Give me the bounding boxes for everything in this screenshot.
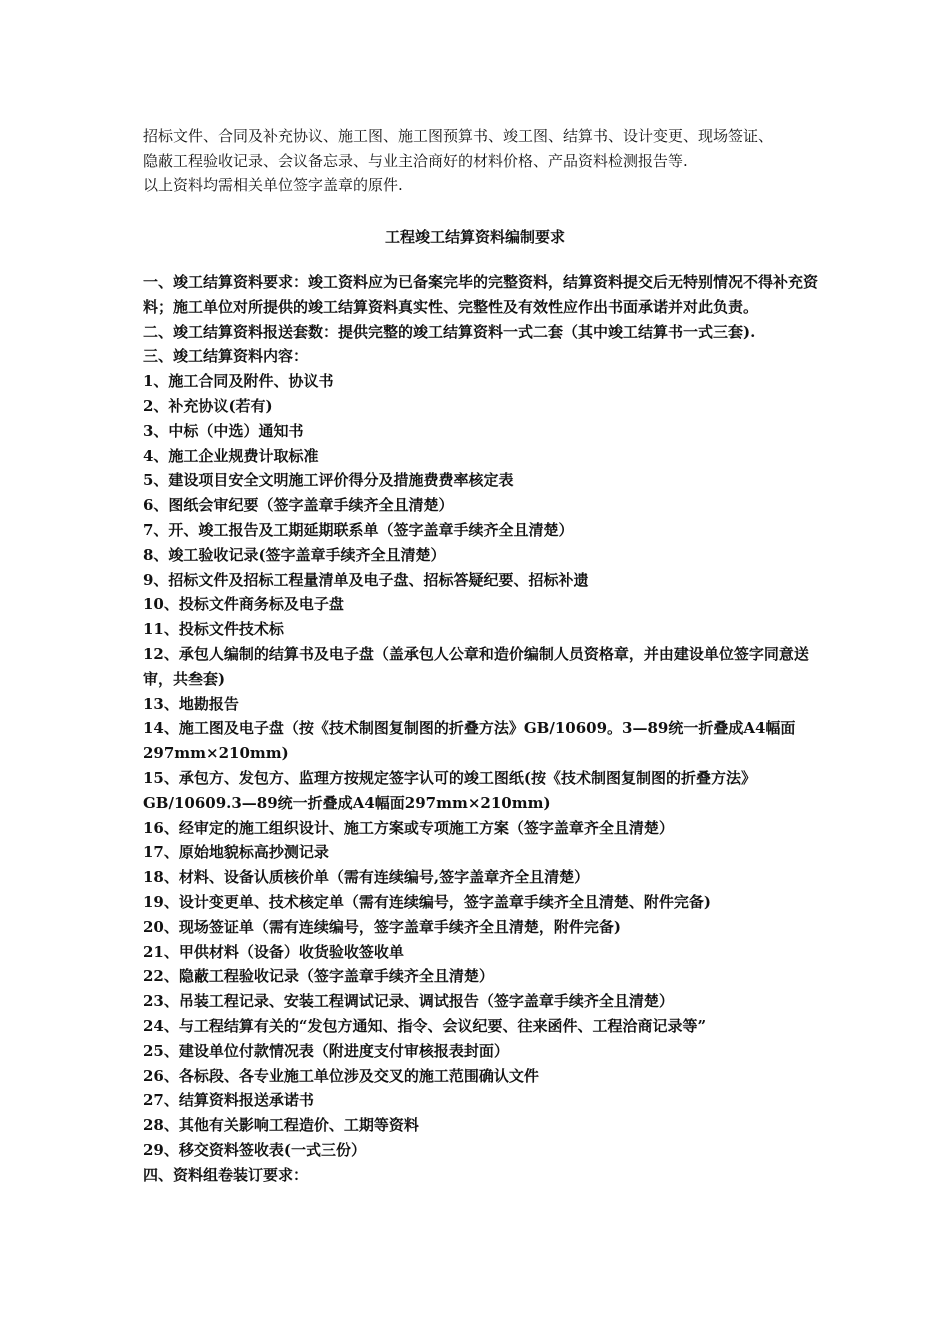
section-1: 一、竣工结算资料要求：竣工资料应为已备案完毕的完整资料，结算资料提交后无特别情况不得补充资料；施工单位对所提供的竣工结算资料真实性、完整性及有效性应作出书面承诺并对此负责。 (143, 273, 819, 316)
intro-line-1: 招标文件、合同及补充协议、施工图、施工图预算书、竣工图、结算书、设计变更、现场签证、 (143, 127, 774, 145)
list-item: 29、移交资料签收表(一式三份） (143, 1140, 366, 1159)
list-item: 3、中标（中选）通知书 (143, 421, 304, 440)
list-item: 9、招标文件及招标工程量清单及电子盘、招标答疑纪要、招标补遗 (143, 570, 589, 589)
list-item: 23、吊装工程记录、安装工程调试记录、调试报告（签字盖章手续齐全且清楚） (143, 992, 674, 1011)
list-item: 28、其他有关影响工程造价、工期等资料 (143, 1116, 419, 1135)
list-item: 10、投标文件商务标及电子盘 (143, 595, 344, 614)
document-body (143, 270, 823, 1187)
section-2: 二、竣工结算资料报送套数：提供完整的竣工结算资料一式二套（其中竣工结算书一式三套). (143, 322, 756, 341)
list-item: 18、材料、设备认质核价单（需有连续编号,签字盖章齐全且清楚） (143, 868, 590, 887)
list-item: 21、甲供材料（设备）收货验收签收单 (143, 942, 404, 961)
list-item: 4、施工企业规费计取标准 (143, 446, 319, 465)
list-item: 2、补充协议(若有) (143, 396, 273, 415)
list-item: 11、投标文件技术标 (143, 620, 284, 639)
list-item: 19、设计变更单、技术核定单（需有连续编号，签字盖章手续齐全且清楚、附件完备) (143, 892, 711, 911)
list-item: 22、隐蔽工程验收记录（签字盖章手续齐全且清楚） (143, 967, 494, 986)
intro-paragraph (143, 124, 823, 198)
document-title: 工程竣工结算资料编制要求 (384, 228, 565, 246)
list-item: 12、承包人编制的结算书及电子盘（盖承包人公章和造价编制人员资格章，并由建设单位签字同意送审，共叁套) (143, 644, 809, 688)
list-item: 20、现场签证单（需有连续编号，签字盖章手续齐全且清楚，附件完备) (143, 917, 621, 936)
intro-line-2: 隐蔽工程验收记录、会议备忘录、与业主洽商好的材料价格、产品资料检测报告等. (143, 151, 688, 170)
list-item: 17、原始地貌标高抄测记录 (143, 843, 329, 862)
list-item: 15、承包方、发包方、监理方按规定签字认可的竣工图纸(按《技术制图复制图的折叠方法》GB/10609.3—89统一折叠成A4幅面297mm×210mm) (143, 768, 756, 812)
list-item: 26、各标段、各专业施工单位涉及交叉的施工范围确认文件 (143, 1066, 539, 1085)
list-item: 16、经审定的施工组织设计、施工方案或专项施工方案（签字盖章齐全且清楚） (143, 818, 674, 837)
section-4: 四、资料组卷装订要求： (143, 1165, 309, 1184)
section-3: 三、竣工结算资料内容： (143, 347, 309, 366)
list-item: 1、施工合同及附件、协议书 (143, 372, 334, 391)
list-item: 24、与工程结算有关的“发包方通知、指令、会议纪要、往来函件、工程洽商记录等” (143, 1016, 707, 1035)
list-item: 14、施工图及电子盘（按《技术制图复制图的折叠方法》GB/10609。3—89统一折叠成A4幅面297mm×210mm) (143, 719, 796, 763)
intro-line-3: 以上资料均需相关单位签字盖章的原件. (143, 176, 403, 194)
list-item: 25、建设单位付款情况表（附进度支付审核报表封面） (143, 1041, 509, 1060)
list-item: 13、地勘报告 (143, 694, 239, 713)
list-item: 6、图纸会审纪要（签字盖章手续齐全且清楚） (143, 496, 454, 515)
list-item: 7、开、竣工报告及工期延期联系单（签字盖章手续齐全且清楚） (143, 520, 574, 539)
list-item: 8、竣工验收记录(签字盖章手续齐全且清楚） (143, 545, 446, 564)
list-item: 5、建设项目安全文明施工评价得分及措施费费率核定表 (143, 471, 514, 490)
list-item: 27、结算资料报送承诺书 (143, 1091, 314, 1110)
